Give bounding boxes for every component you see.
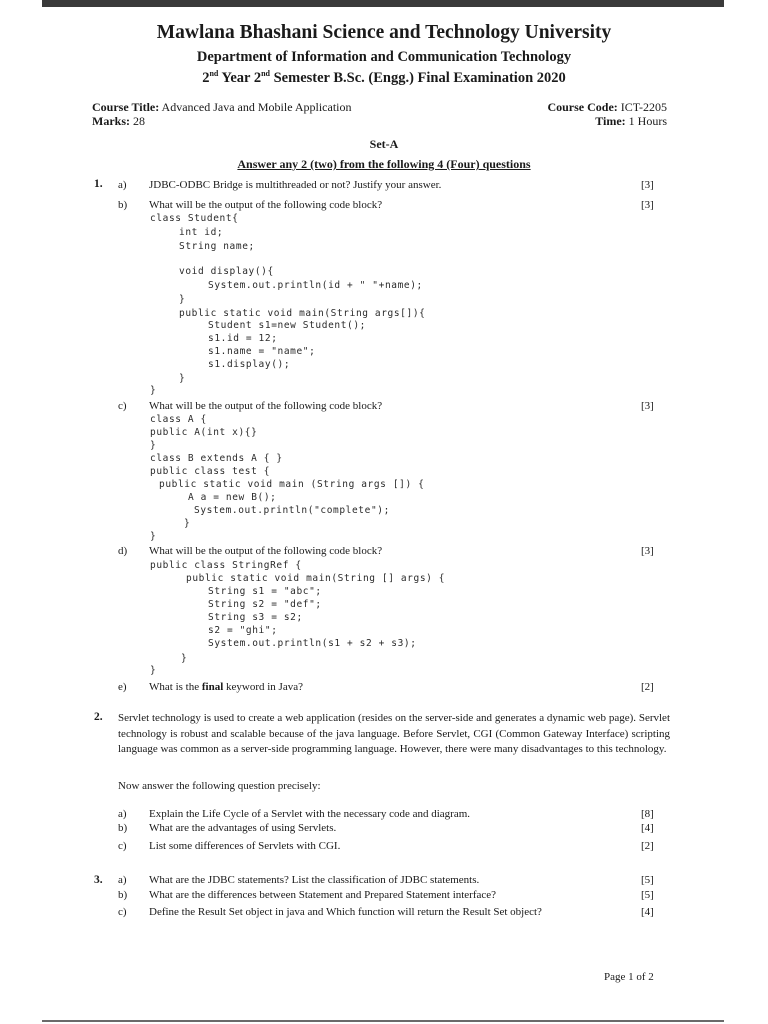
q2b-mark: [4]	[641, 822, 654, 834]
q3b-text: What are the differences between Statement and Prepared Statement interface?	[149, 889, 497, 901]
question-3-number: 3.	[94, 874, 103, 886]
question-1-number: 1.	[94, 178, 103, 190]
code-line: public A(int x){}	[150, 427, 258, 438]
q3c-text: Define the Result Set object in java and Which function will return the Result Set object?	[149, 906, 542, 918]
q3c-label: c)	[118, 906, 127, 918]
code-line: }	[184, 518, 191, 529]
code-line: String name;	[179, 241, 255, 252]
q1a-text: JDBC-ODBC Bridge is multithreaded or not? Justify your answer.	[149, 179, 442, 191]
code-line: public class StringRef {	[150, 560, 302, 571]
q2c-mark: [2]	[641, 840, 654, 852]
code-line: s1.display();	[208, 359, 291, 370]
code-line: class A {	[150, 414, 207, 425]
q2a-label: a)	[118, 808, 127, 820]
q2c-text: List some differences of Servlets with CGI.	[149, 840, 341, 852]
q2-prompt: Now answer the following question precisely:	[118, 780, 321, 792]
q3a-label: a)	[118, 874, 127, 886]
course-title: Course Title: Advanced Java and Mobile Application	[92, 100, 352, 114]
q1a-mark: [3]	[641, 179, 654, 191]
code-line: System.out.println(id + " "+name);	[208, 280, 423, 291]
code-line: Student s1=new Student();	[208, 320, 366, 331]
q3b-label: b)	[118, 889, 128, 901]
course-code: Course Code: ICT-2205	[547, 100, 667, 114]
q1a-label: a)	[118, 179, 127, 191]
code-line: String s3 = s2;	[208, 612, 303, 623]
q1d-label: d)	[118, 545, 128, 557]
q2b-label: b)	[118, 822, 128, 834]
q1b-label: b)	[118, 199, 128, 211]
code-line: A a = new B();	[188, 492, 277, 503]
q1c-label: c)	[118, 400, 127, 412]
q2a-mark: [8]	[641, 808, 654, 820]
code-line: s2 = "ghi";	[208, 625, 278, 636]
department-title: Department of Information and Communication Technology	[196, 49, 572, 65]
code-line: }	[181, 653, 188, 664]
q2a-text: Explain the Life Cycle of a Servlet with the necessary code and diagram.	[149, 808, 471, 820]
code-line: String s2 = "def";	[208, 599, 322, 610]
code-line: }	[150, 440, 157, 451]
code-line: class Student{	[150, 213, 239, 224]
q1b-text: What will be the output of the following code block?	[149, 199, 383, 211]
code-line: }	[150, 665, 157, 676]
q3a-mark: [5]	[641, 874, 654, 886]
q1c-mark: [3]	[641, 400, 654, 412]
q1e-mark: [2]	[641, 681, 654, 693]
q2c-label: c)	[118, 840, 127, 852]
code-line: }	[179, 373, 186, 384]
question-2-number: 2.	[94, 711, 103, 723]
q1d-mark: [3]	[641, 545, 654, 557]
page-number: Page 1 of 2	[604, 971, 654, 983]
set-label: Set-A	[369, 137, 399, 151]
university-title: Mawlana Bhashani Science and Technology University	[156, 22, 612, 43]
code-line: System.out.println("complete");	[194, 505, 390, 516]
q3b-mark: [5]	[641, 889, 654, 901]
code-line: System.out.println(s1 + s2 + s3);	[208, 638, 417, 649]
code-line: }	[179, 294, 186, 305]
q2b-text: What are the advantages of using Servlets.	[149, 822, 337, 834]
q2-intro: Servlet technology is used to create a web application (resides on the server-side and generates a dynamic web page). Servlet technology is robust and scalable because of the java language. Before Servlet, CGI (Common Gateway Interface) scripting language was common as a server-side programming language. However, there were many disadvantages to this technology.	[118, 712, 670, 755]
q1e-label: e)	[118, 681, 127, 693]
code-line: s1.name = "name";	[208, 346, 316, 357]
instruction: Answer any 2 (two) from the following 4 (Four) questions	[237, 157, 531, 171]
code-line: public static void main (String args []) {	[159, 479, 425, 490]
time: Time: 1 Hours	[595, 114, 667, 128]
q3a-text: What are the JDBC statements? List the classification of JDBC statements.	[149, 874, 480, 886]
code-line: public static void main(String args[]){	[179, 308, 426, 319]
code-line: public class test {	[150, 466, 271, 477]
code-line: class B extends A { }	[150, 453, 283, 464]
q1e-text: What is the final keyword in Java?	[149, 681, 303, 693]
top-border	[42, 0, 724, 7]
marks: Marks: 28	[92, 114, 145, 128]
code-line: int id;	[179, 227, 224, 238]
q3c-mark: [4]	[641, 906, 654, 918]
code-line: }	[150, 531, 157, 542]
code-line: String s1 = "abc";	[208, 586, 322, 597]
bottom-border	[42, 1020, 724, 1022]
code-line: void display(){	[179, 266, 274, 277]
q1d-text: What will be the output of the following code block?	[149, 545, 383, 557]
exam-title: 2nd Year 2nd Semester B.Sc. (Engg.) Final Examination 2020	[202, 69, 566, 86]
code-line: s1.id = 12;	[208, 333, 278, 344]
code-line: public static void main(String [] args) {	[186, 573, 446, 584]
q1b-mark: [3]	[641, 199, 654, 211]
q1c-text: What will be the output of the following code block?	[149, 400, 383, 412]
code-line: }	[150, 385, 157, 396]
